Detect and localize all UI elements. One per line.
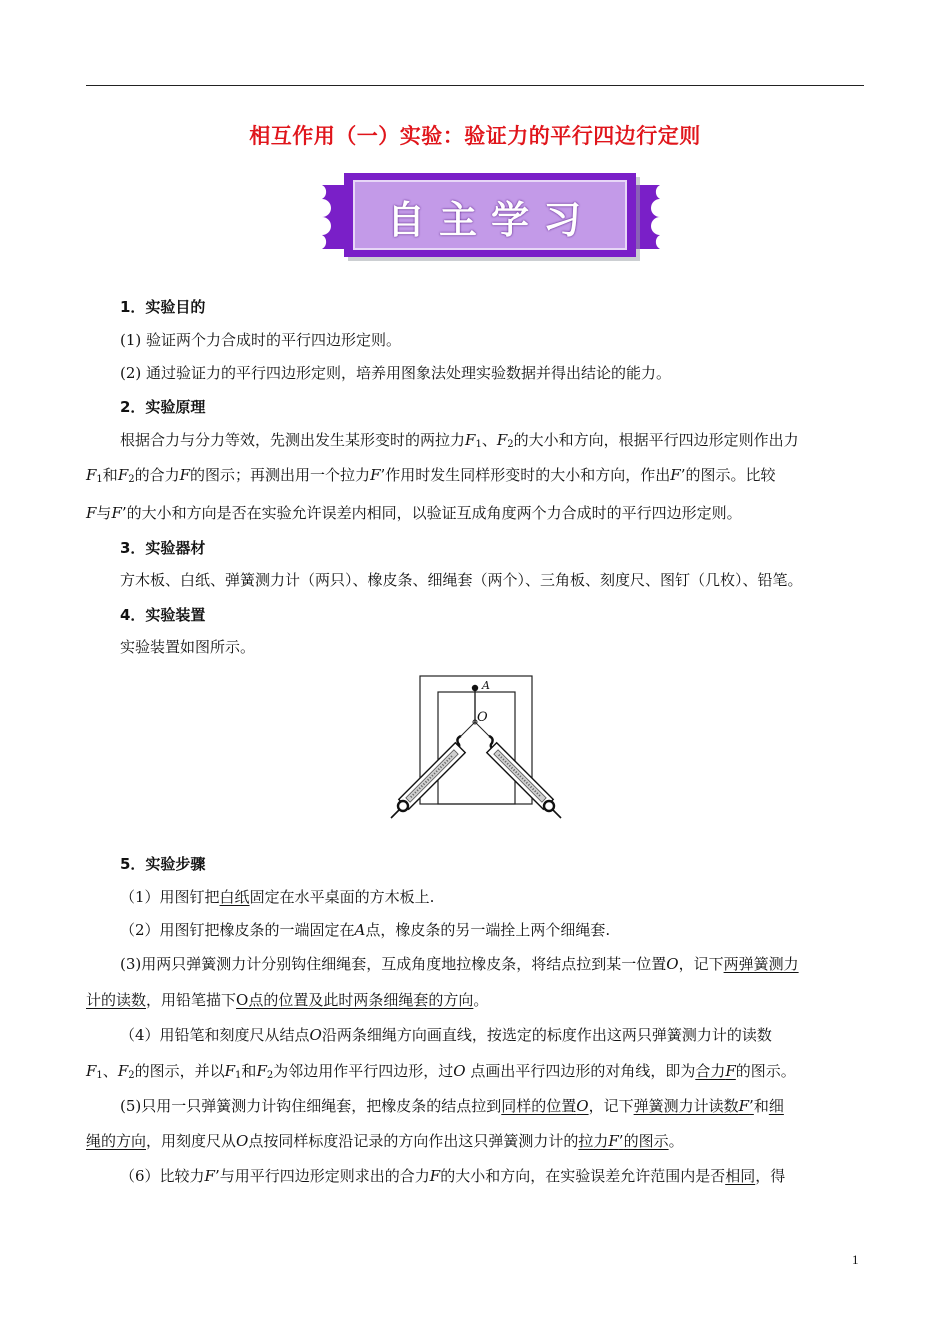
label-point-a: A	[482, 679, 490, 692]
purpose-item-1: (1) 验证两个力合成时的平行四边形定则。	[120, 331, 402, 349]
step-4-line-1: （4）用铅笔和刻度尺从结点O沿两条细绳方向画直线，按选定的标度作出这两只弹簧测力计的读数	[120, 1026, 772, 1044]
step-2: （2）用图钉把橡皮条的一端固定在A点，橡皮条的另一端拴上两个细绳套.	[120, 921, 611, 939]
purpose-item-2: (2) 通过验证力的平行四边形定则，培养用图象法处理实验数据并得出结论的能力。	[120, 364, 672, 382]
principle-line-3: F与F’的大小和方向是否在实验允许误差内相同，以验证互成角度两个力合成时的平行四边形定则。	[86, 504, 742, 522]
label-point-o: O	[477, 710, 488, 725]
apparatus-diagram	[385, 674, 568, 824]
study-banner	[318, 171, 664, 263]
page-title: 相互作用（一）实验：验证力的平行四边行定则	[249, 124, 701, 148]
section-heading-steps: 5．实验步骤	[120, 855, 206, 873]
step-3-line-1: (3)用两只弹簧测力计分别钩住细绳套，互成角度地拉橡皮条，将结点拉到某一位置O，记下两弹簧测力	[120, 955, 799, 973]
materials-text: 方木板、白纸、弹簧测力计（两只）、橡皮条、细绳套（两个）、三角板、刻度尺、图钉（几枚）、铅笔。	[120, 571, 803, 589]
section-heading-apparatus: 4．实验装置	[120, 606, 206, 624]
banner-label: 自主学习	[386, 198, 595, 242]
section-heading-purpose: 1．实验目的	[120, 298, 206, 316]
step-3-line-2: 计的读数，用铅笔描下O点的位置及此时两条细绳套的方向。	[86, 991, 489, 1009]
page-number: 1	[852, 1252, 859, 1267]
section-heading-materials: 3．实验器材	[120, 539, 206, 557]
step-5-line-1: (5)只用一只弹簧测力计钩住细绳套，把橡皮条的结点拉到同样的位置O，记下弹簧测力计读数F’和细	[120, 1097, 784, 1115]
section-heading-principle: 2．实验原理	[120, 398, 206, 416]
principle-line-1: 根据合力与分力等效，先测出发生某形变时的两拉力$F_1$、$F_2$的大小和方向，根据平行四边形定则作出力	[120, 431, 799, 450]
step-5-line-2: 绳的方向，用刻度尺从O点按同样标度沿记录的方向作出这只弹簧测力计的拉力F’的图示。	[86, 1132, 684, 1150]
step-4-line-2: $F_1$、$F_2$的图示，并以$F_1$和$F_2$为邻边用作平行四边形，过O 点画出平行四边形的对角线，即为合力F的图示。	[86, 1062, 796, 1081]
step-6-line-1: （6）比较力F’与用平行四边形定则求出的合力F的大小和方向，在实验误差允许范围内是否相同，得	[120, 1167, 786, 1185]
step-1: （1）用图钉把白纸固定在水平桌面的方木板上.	[120, 888, 435, 906]
principle-line-2: $F_1$和$F_2$的合力F的图示；再测出用一个拉力F’作用时发生同样形变时的大小和方向，作出F’的图示。比较	[86, 466, 776, 485]
apparatus-text: 实验装置如图所示。	[120, 638, 256, 656]
header-rule	[86, 85, 864, 86]
